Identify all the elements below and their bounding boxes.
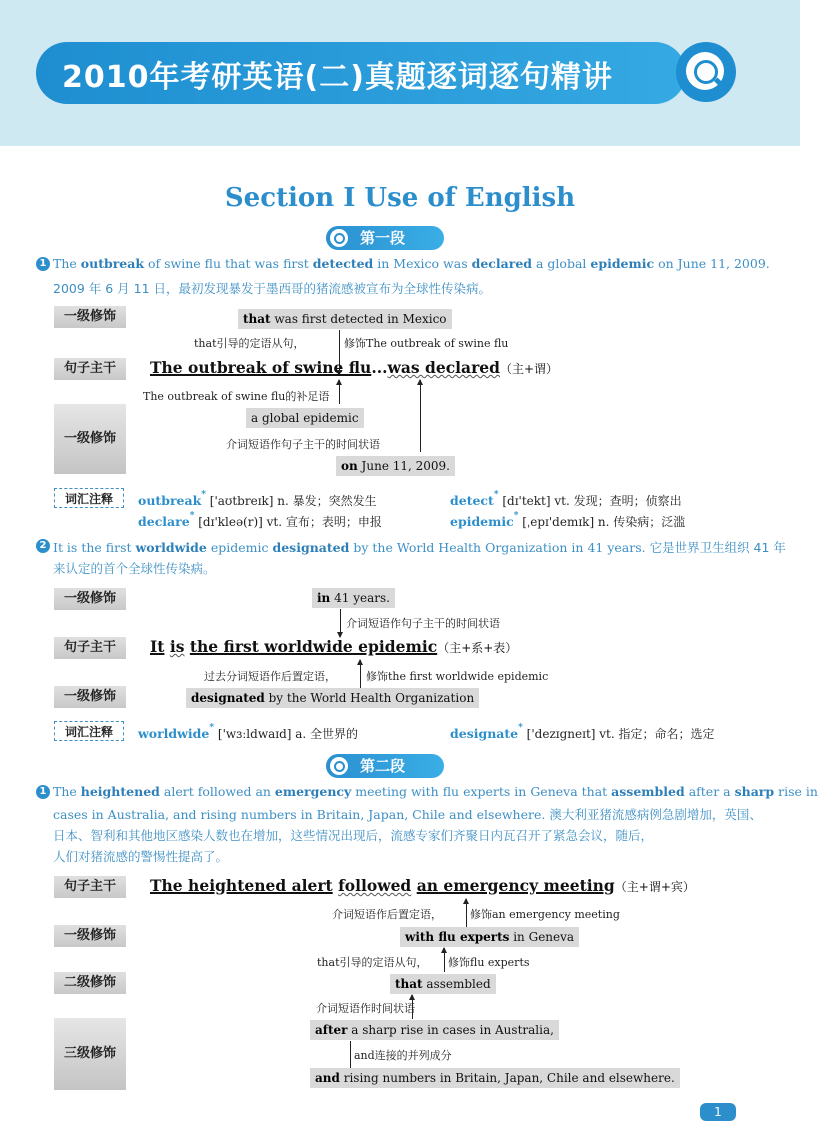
sentence-chinese: 来认定的首个全球性传染病。	[53, 561, 216, 576]
arrow-up	[360, 660, 361, 688]
annotation: 介词短语作时间状语	[316, 1002, 415, 1015]
label-mod-level-1: 一级修饰	[54, 404, 126, 474]
annotation: 介词短语作句子主干的时间状语	[226, 438, 380, 451]
annotation: The outbreak of swine flu的补足语	[143, 390, 330, 403]
connector-line	[350, 1041, 351, 1069]
sentence-english: The heightened alert followed an emergency meeting with flu experts in Geneva that assembled after a sharp rise in	[53, 784, 818, 799]
sentence-number: 1	[36, 257, 50, 271]
arrow-down	[340, 609, 341, 637]
modifier-box: designated by the World Health Organization	[186, 688, 479, 708]
label-mod-level-2: 二级修饰	[54, 972, 126, 994]
modifier-box: that assembled	[390, 974, 496, 994]
annotation: 修饰The outbreak of swine flu	[344, 337, 509, 350]
vocab-entry: epidemic* [ˌepɪ'demɪk] n. 传染病；泛滥	[450, 511, 686, 529]
annotation: that引导的定语从句，	[317, 956, 428, 969]
sentence-chinese: 人们对猪流感的警惕性提高了。	[53, 849, 229, 864]
annotation: that引导的定语从句，	[194, 337, 305, 350]
paragraph-label: 第二段	[360, 757, 406, 775]
sentence-english: The outbreak of swine flu that was first detected in Mexico was declared a global epidemic on June 11, 2009.	[53, 256, 770, 271]
annotation: 修饰an emergency meeting	[470, 908, 620, 921]
annotation: 介词短语作句子主干的时间状语	[346, 617, 500, 630]
label-mod-level-3: 三级修饰	[54, 1018, 126, 1090]
annotation: 修饰the first worldwide epidemic	[366, 670, 549, 683]
vocab-entry: outbreak* ['aʊtbreɪk] n. 暴发；突然发生	[138, 490, 377, 508]
vocab-entry: detect* [dɪ'tekt] vt. 发现；查明；侦察出	[450, 490, 682, 508]
sentence-number: 1	[36, 785, 50, 799]
vocab-label: 词汇注释	[54, 488, 124, 508]
sentence-chinese: 日本、智利和其他地区感染人数也在增加，这些情况出现后，流感专家们齐聚日内瓦召开了紧急会议，随后，	[53, 828, 654, 843]
search-icon	[330, 229, 348, 247]
annotation: 介词短语作后置定语，	[332, 908, 442, 921]
paragraph-pill-1	[326, 226, 444, 250]
arrow-up	[339, 380, 340, 404]
page-title: 2010年考研英语(二)真题逐词逐句精讲	[62, 60, 613, 95]
arrow-up	[466, 899, 467, 927]
modifier-box: in 41 years.	[312, 588, 395, 608]
sentence-english: cases in Australia, and rising numbers in Britain, Japan, Chile and elsewhere. 澳大利亚猪流感病例急剧增加，英国、	[53, 807, 762, 822]
sentence-number: 2	[36, 539, 50, 553]
label-core: 句子主干	[54, 358, 126, 380]
label-mod-level-1: 一级修饰	[54, 588, 126, 610]
vocab-entry: designate* ['dezɪgneɪt] vt. 指定；命名；选定	[450, 723, 715, 741]
vocab-entry: worldwide* ['wɜːldwaɪd] a. 全世界的	[138, 723, 359, 741]
annotation: 修饰flu experts	[448, 956, 530, 969]
arrow-up	[444, 948, 445, 972]
modifier-box: a global epidemic	[246, 408, 364, 428]
sentence-core: The outbreak of swine flu...was declared（主+谓）	[150, 358, 559, 377]
label-core: 句子主干	[54, 637, 126, 659]
label-mod-level-1: 一级修饰	[54, 306, 126, 328]
label-mod-level-1: 一级修饰	[54, 925, 126, 947]
arrow-up	[420, 380, 421, 452]
paragraph-pill-2	[326, 754, 444, 778]
sentence-chinese: 2009 年 6 月 11 日，最初发现暴发于墨西哥的猪流感被宣布为全球性传染病。	[53, 281, 492, 296]
modifier-box: and rising numbers in Britain, Japan, Chile and elsewhere.	[310, 1068, 680, 1088]
modifier-box: on June 11, 2009.	[336, 456, 455, 476]
page-number: 1	[700, 1103, 736, 1121]
annotation: and连接的并列成分	[354, 1049, 452, 1062]
modifier-box: with flu experts in Geneva	[400, 927, 579, 947]
sentence-english: It is the first worldwide epidemic designated by the World Health Organization in 41 years. 它是世界卫生组织 41 年	[53, 540, 786, 555]
search-icon	[330, 757, 348, 775]
annotation: 过去分词短语作后置定语，	[204, 670, 336, 683]
sentence-core: It is the first worldwide epidemic（主+系+表）	[150, 637, 518, 656]
label-mod-level-1: 一级修饰	[54, 686, 126, 708]
vocab-entry: declare* [dɪ'kleə(r)] vt. 宣布；表明；申报	[138, 511, 382, 529]
modifier-box: that was first detected in Mexico	[238, 309, 452, 329]
label-core: 句子主干	[54, 876, 126, 898]
modifier-box: after a sharp rise in cases in Australia,	[310, 1020, 559, 1040]
section-title: Section Ⅰ Use of English	[224, 183, 576, 213]
vocab-label: 词汇注释	[54, 721, 124, 741]
paragraph-label: 第一段	[360, 229, 406, 247]
sentence-core: The heightened alert followed an emergency meeting（主+谓+宾）	[150, 876, 695, 895]
